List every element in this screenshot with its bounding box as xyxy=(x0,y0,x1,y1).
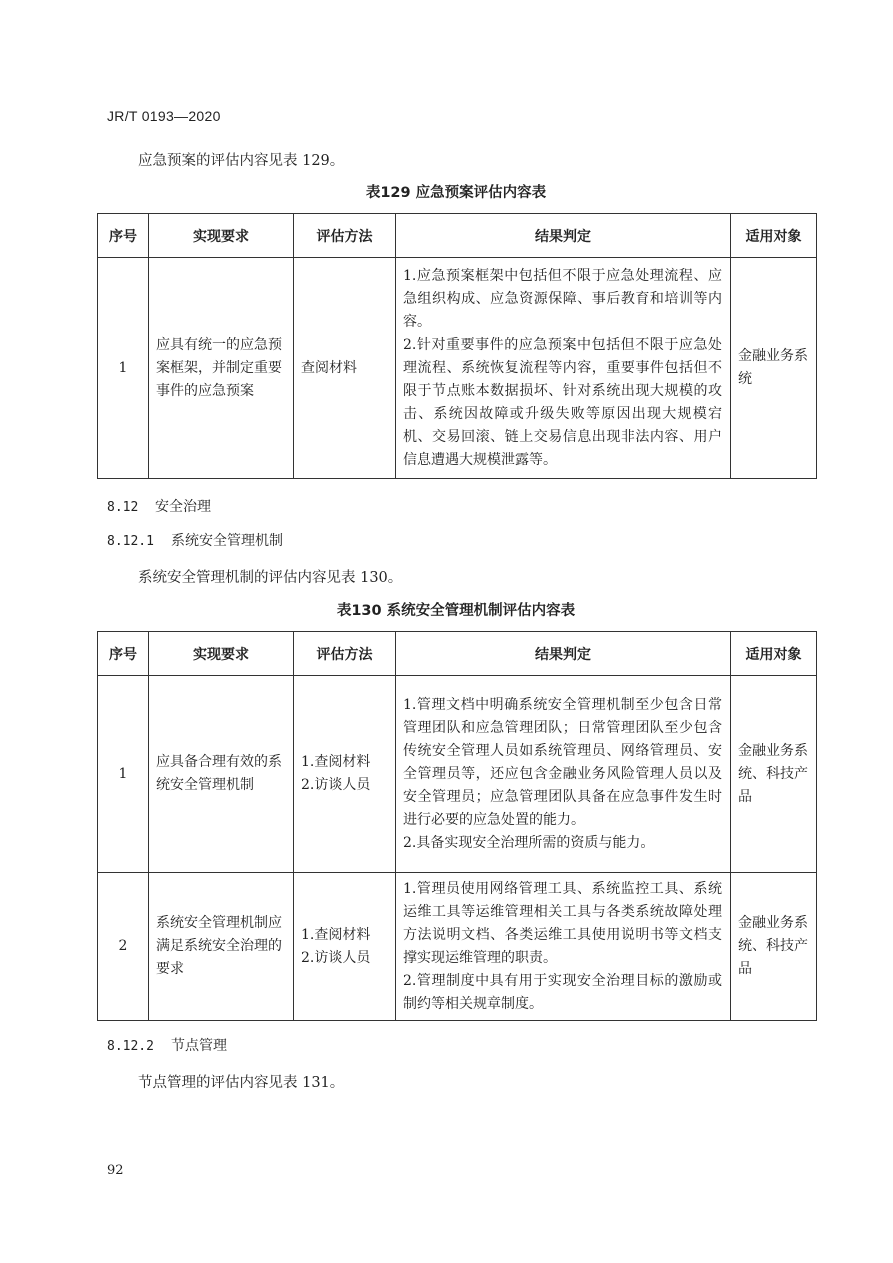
col-header-requirement: 实现要求 xyxy=(149,632,294,676)
method-item: 1.查阅材料 xyxy=(301,926,371,943)
col-header-requirement: 实现要求 xyxy=(149,214,294,258)
method-item: 2.访谈人员 xyxy=(301,777,371,793)
page-number: 92 xyxy=(107,1163,124,1178)
section-heading-8-12-1 xyxy=(107,530,283,550)
requirement-cell: 应具有统一的应急预案框架，并制定重要事件的应急预案 xyxy=(149,258,294,479)
table-header-row xyxy=(98,214,817,258)
table-129 xyxy=(97,213,817,479)
col-header-target: 适用对象 xyxy=(731,214,817,258)
table-header-row xyxy=(98,632,817,676)
table-row xyxy=(98,873,817,1021)
requirement-cell: 系统安全管理机制应满足系统安全治理的要求 xyxy=(149,873,294,1021)
target-cell: 金融业务系统 xyxy=(731,258,817,479)
result-item: 2.针对重要事件的应急预案中包括但不限于应急处理流程、系统恢复流程等内容，重要事件包括但不限于节点账本数据损坏、针对系统出现大规模的攻击、系统因故障或升级失败等原因出现大规模宕机、交易回滚、链上交易信息出现非法内容、用户信息遭遇大规模泄露等。 xyxy=(403,336,722,468)
target-cell: 金融业务系统、科技产品 xyxy=(731,676,817,873)
result-item: 2.管理制度中具有用于实现安全治理目标的激励或制约等相关规章制度。 xyxy=(403,972,722,1012)
result-cell xyxy=(396,676,731,873)
result-item: 1.管理文档中明确系统安全管理机制至少包含日常管理团队和应急管理团队；日常管理团队至少包含传统安全管理人员如系统管理员、网络管理员、安全管理员等，还应包含金融业务风险管理人员以及安全管理员；应急管理团队具备在应急事件发生时进行必要的应急处置的能力。 xyxy=(403,696,722,828)
table-row xyxy=(98,676,817,873)
section-number: 8.12.2 xyxy=(107,1039,154,1054)
method-item: 查阅材料 xyxy=(301,359,357,376)
result-cell xyxy=(396,873,731,1021)
col-header-no: 序号 xyxy=(98,214,149,258)
result-item: 1.管理员使用网络管理工具、系统监控工具、系统运维工具等运维管理相关工具与各类系统故障处理方法说明文档、各类运维工具使用说明书等文档支撑实现运维管理的职责。 xyxy=(403,880,722,966)
intro-paragraph-130: 系统安全管理机制的评估内容见表 130。 xyxy=(138,570,403,586)
col-header-result: 结果判定 xyxy=(396,632,731,676)
target-cell: 金融业务系统、科技产品 xyxy=(731,873,817,1021)
section-title: 安全治理 xyxy=(155,499,211,515)
section-heading-8-12-2 xyxy=(107,1035,227,1055)
requirement-cell: 应具备合理有效的系统安全管理机制 xyxy=(149,676,294,873)
table-129-caption: 表129 应急预案评估内容表 xyxy=(365,185,547,201)
col-header-method: 评估方法 xyxy=(294,214,396,258)
result-item: 1.应急预案框架中包括但不限于应急处理流程、应急组织构成、应急资源保障、事后教育和培训等内容。 xyxy=(403,267,722,330)
table-row xyxy=(98,258,817,479)
table-130 xyxy=(97,631,817,1021)
col-header-result: 结果判定 xyxy=(396,214,731,258)
method-cell xyxy=(294,258,396,479)
method-item: 2.访谈人员 xyxy=(301,949,371,966)
section-number: 8.12.1 xyxy=(107,534,154,549)
col-header-no: 序号 xyxy=(98,632,149,676)
row-number: 1 xyxy=(98,258,149,479)
section-title: 系统安全管理机制 xyxy=(171,533,283,549)
intro-paragraph-131: 节点管理的评估内容见表 131。 xyxy=(138,1075,345,1091)
method-item: 1.查阅材料 xyxy=(301,754,371,770)
section-title: 节点管理 xyxy=(171,1038,227,1054)
row-number: 2 xyxy=(98,873,149,1021)
section-heading-8-12 xyxy=(107,496,211,516)
col-header-target: 适用对象 xyxy=(731,632,817,676)
section-number: 8.12 xyxy=(107,500,139,515)
col-header-method: 评估方法 xyxy=(294,632,396,676)
standard-code: JR/T 0193—2020 xyxy=(107,108,221,124)
table-130-caption: 表130 系统安全管理机制评估内容表 xyxy=(336,603,576,619)
intro-paragraph-129: 应急预案的评估内容见表 129。 xyxy=(138,153,345,169)
row-number: 1 xyxy=(98,676,149,873)
result-cell xyxy=(396,258,731,479)
method-cell xyxy=(294,676,396,873)
method-cell xyxy=(294,873,396,1021)
result-item: 2.具备实现安全治理所需的资质与能力。 xyxy=(403,834,655,851)
